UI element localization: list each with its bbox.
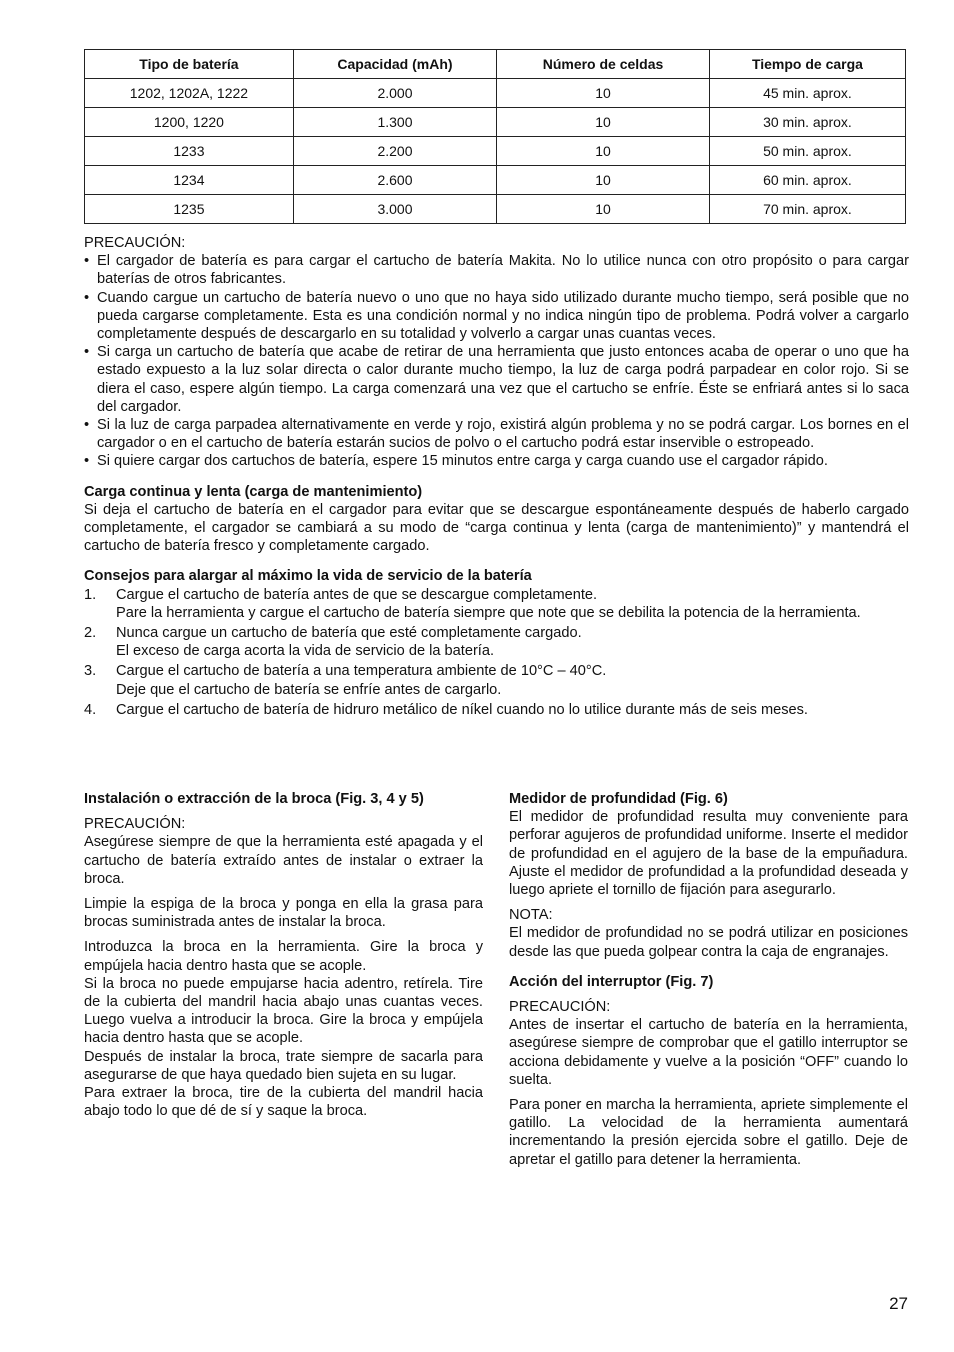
section-heading: Carga continua y lenta (carga de mantenimiento): [84, 483, 423, 500]
table-header-cell: Tiempo de carga: [709, 50, 905, 79]
item-number: 4.: [84, 701, 97, 718]
table-row: [85, 166, 906, 195]
section-body: Si deja el cartucho de batería en el cargador para evitar que se descargue espontáneamente después de haberlo cargado completamente, el cargador se cambiará a su modo de “carga continua y lenta (carga de mantenimiento)” y mantendrá el cartucho de batería fresco y completamente cargado.: [84, 501, 909, 555]
table-cell: 1235: [85, 195, 294, 224]
paragraph: Introduzca la broca en la herramienta. Gire la broca y empújela hacia dentro hasta que se acople.: [84, 939, 483, 974]
precaution-label: PRECAUCIÓN:: [84, 816, 186, 833]
table-cell: 1200, 1220: [85, 108, 294, 137]
item-number: 1.: [84, 586, 97, 603]
table-cell: 2.000: [293, 79, 496, 108]
list-item: [84, 624, 909, 660]
precaution-text: Antes de insertar el cartucho de batería en la herramienta, asegúrese siempre de comprobar que el gatillo interruptor se acciona debidamente y vuelve a la posición “OFF” cuando lo suelta.: [509, 1017, 908, 1088]
table-cell: 10: [497, 79, 710, 108]
paragraph: Si la broca no puede empujarse hacia adentro, retírela. Tire de la cubierta del mandril hacia abajo unas cuantas veces. Luego vuelva a introducir la broca. Gire la broca y empújela hacia dentro hasta que se acople.: [84, 975, 483, 1047]
table-cell: 2.200: [293, 137, 496, 166]
list-item: • Si la luz de carga parpadea alternativamente en verde y rojo, existirá algún problema y no se podrá cargar. Los bornes en el cargador o en el cartucho de batería estarán sucios de polvo o el cartucho podrá estar inservible o estropeado.: [84, 416, 909, 452]
table-cell: 2.600: [293, 166, 496, 195]
table-cell: 10: [497, 108, 710, 137]
precaution-label: PRECAUCIÓN:: [509, 999, 611, 1016]
item-text: Nunca cargue un cartucho de batería que esté completamente cargado.: [116, 625, 582, 642]
table-row: [85, 137, 906, 166]
right-column: [509, 790, 908, 1169]
precaution-text: Asegúrese siempre de que la herramienta esté apagada y el cartucho de batería extraído antes de instalar o extraer la broca.: [84, 834, 483, 887]
paragraph: Después de instalar la broca, trate siempre de sacarla para asegurarse de que haya quedado bien sujeta en su lugar.: [84, 1048, 483, 1083]
page-number: 27: [889, 1294, 908, 1313]
list-item: [84, 586, 909, 622]
main-content: [84, 234, 909, 721]
battery-spec-table: [84, 49, 906, 224]
table-cell: 60 min. aprox.: [709, 166, 905, 195]
table-row: [85, 195, 906, 224]
table-cell: 10: [497, 137, 710, 166]
table-row: [85, 108, 906, 137]
left-column: [84, 790, 483, 1120]
tips-list: [84, 586, 909, 719]
item-subtext: Deje que el cartucho de batería se enfríe antes de cargarlo.: [116, 681, 502, 698]
table-cell: 30 min. aprox.: [709, 108, 905, 137]
item-subtext: El exceso de carga acorta la vida de servicio de la batería.: [116, 643, 495, 660]
section-heading: Medidor de profundidad (Fig. 6): [509, 791, 728, 807]
item-text: Cargue el cartucho de batería antes de que se descargue completamente.: [116, 586, 598, 603]
table-cell: 1234: [85, 166, 294, 195]
section-body: El medidor de profundidad resulta muy conveniente para perforar agujeros de profundidad uniforme. Inserte el medidor de profundidad en el agujero de la base de la empuñadura. Ajuste el medidor de profundidad a la profundidad deseada y luego apriete el tornillo de fijación para asegurarlo.: [509, 809, 908, 899]
table-cell: 1233: [85, 137, 294, 166]
list-item: • Cuando cargue un cartucho de batería nuevo o uno que no haya sido utilizado durante mucho tiempo, será posible que no pueda cargarse completamente. Esta es una condición normal y no indica ningún tipo de problema. Podrá volver a cargarlo completamente después de descargarlo en su totalidad y volverlo a cargar unas cuantas veces.: [84, 289, 909, 344]
section-heading: Instalación o extracción de la broca (Fig. 3, 4 y 5): [84, 791, 424, 807]
precaution-list: [84, 252, 909, 470]
section-heading: Consejos para alargar al máximo la vida de servicio de la batería: [84, 568, 532, 585]
list-item: • Si quiere cargar dos cartuchos de batería, espere 15 minutos entre carga y carga cuando use el cargador rápido.: [84, 452, 909, 470]
paragraph: Limpie la espiga de la broca y ponga en ella la grasa para brocas suministrada antes de instalar la broca.: [84, 896, 483, 931]
tips-section: [84, 567, 909, 719]
note-label: NOTA:: [509, 907, 553, 924]
table-cell: 3.000: [293, 195, 496, 224]
table-cell: 1.300: [293, 108, 496, 137]
table-cell: 10: [497, 166, 710, 195]
trickle-section: [84, 483, 909, 556]
list-item: • Si carga un cartucho de batería que acabe de retirar de una herramienta que justo entonces acaba de operar o uno que ha estado expuesto a la luz solar directa o calor durante mucho tiempo, la luz de carga podrá parpadear en color rojo. Si se diera el caso, espere algún tiempo. La carga comenzará una vez que el cartucho se enfríe. Éste se enfriará antes si lo saca del cargador.: [84, 343, 909, 416]
item-text: Cargue el cartucho de batería de hidruro metálico de níkel cuando no lo utilice durante más de seis meses.: [116, 701, 808, 718]
item-subtext: Pare la herramienta y cargue el cartucho de batería siempre que note que se debilita la potencia de la herramienta.: [116, 604, 861, 621]
table-cell: 10: [497, 195, 710, 224]
list-item: [84, 662, 909, 698]
item-number: 2.: [84, 625, 97, 642]
table-cell: 1202, 1202A, 1222: [85, 79, 294, 108]
table-header-row: [85, 50, 906, 79]
note-text: El medidor de profundidad no se podrá utilizar en posiciones desde las que pueda golpear contra la caja de engranajes.: [509, 925, 908, 960]
paragraph: Para poner en marcha la herramienta, apriete simplemente el gatillo. La velocidad de la herramienta aumentará incrementando la presión ejercida sobre el gatillo. Deje de apretar el gatillo para detener la herramienta.: [509, 1097, 908, 1168]
table-cell: 45 min. aprox.: [709, 79, 905, 108]
table-header-cell: Número de celdas: [497, 50, 710, 79]
item-text: Cargue el cartucho de batería a una temperatura ambiente de 10°C – 40°C.: [116, 663, 607, 680]
section-heading: Acción del interruptor (Fig. 7): [509, 973, 714, 990]
item-number: 3.: [84, 663, 97, 680]
paragraph: Para extraer la broca, tire de la cubierta del mandril hacia abajo todo lo que dé de sí y saque la broca.: [84, 1085, 483, 1120]
list-item: • El cargador de batería es para cargar el cartucho de batería Makita. No lo utilice nunca con otro propósito o para cargar baterías de otros fabricantes.: [84, 252, 909, 288]
table-row: [85, 79, 906, 108]
table-header-cell: Tipo de batería: [85, 50, 294, 79]
table-cell: 50 min. aprox.: [709, 137, 905, 166]
table-header-cell: Capacidad (mAh): [293, 50, 496, 79]
precaution-label: PRECAUCIÓN:: [84, 235, 186, 251]
list-item: [84, 701, 909, 719]
table-cell: 70 min. aprox.: [709, 195, 905, 224]
